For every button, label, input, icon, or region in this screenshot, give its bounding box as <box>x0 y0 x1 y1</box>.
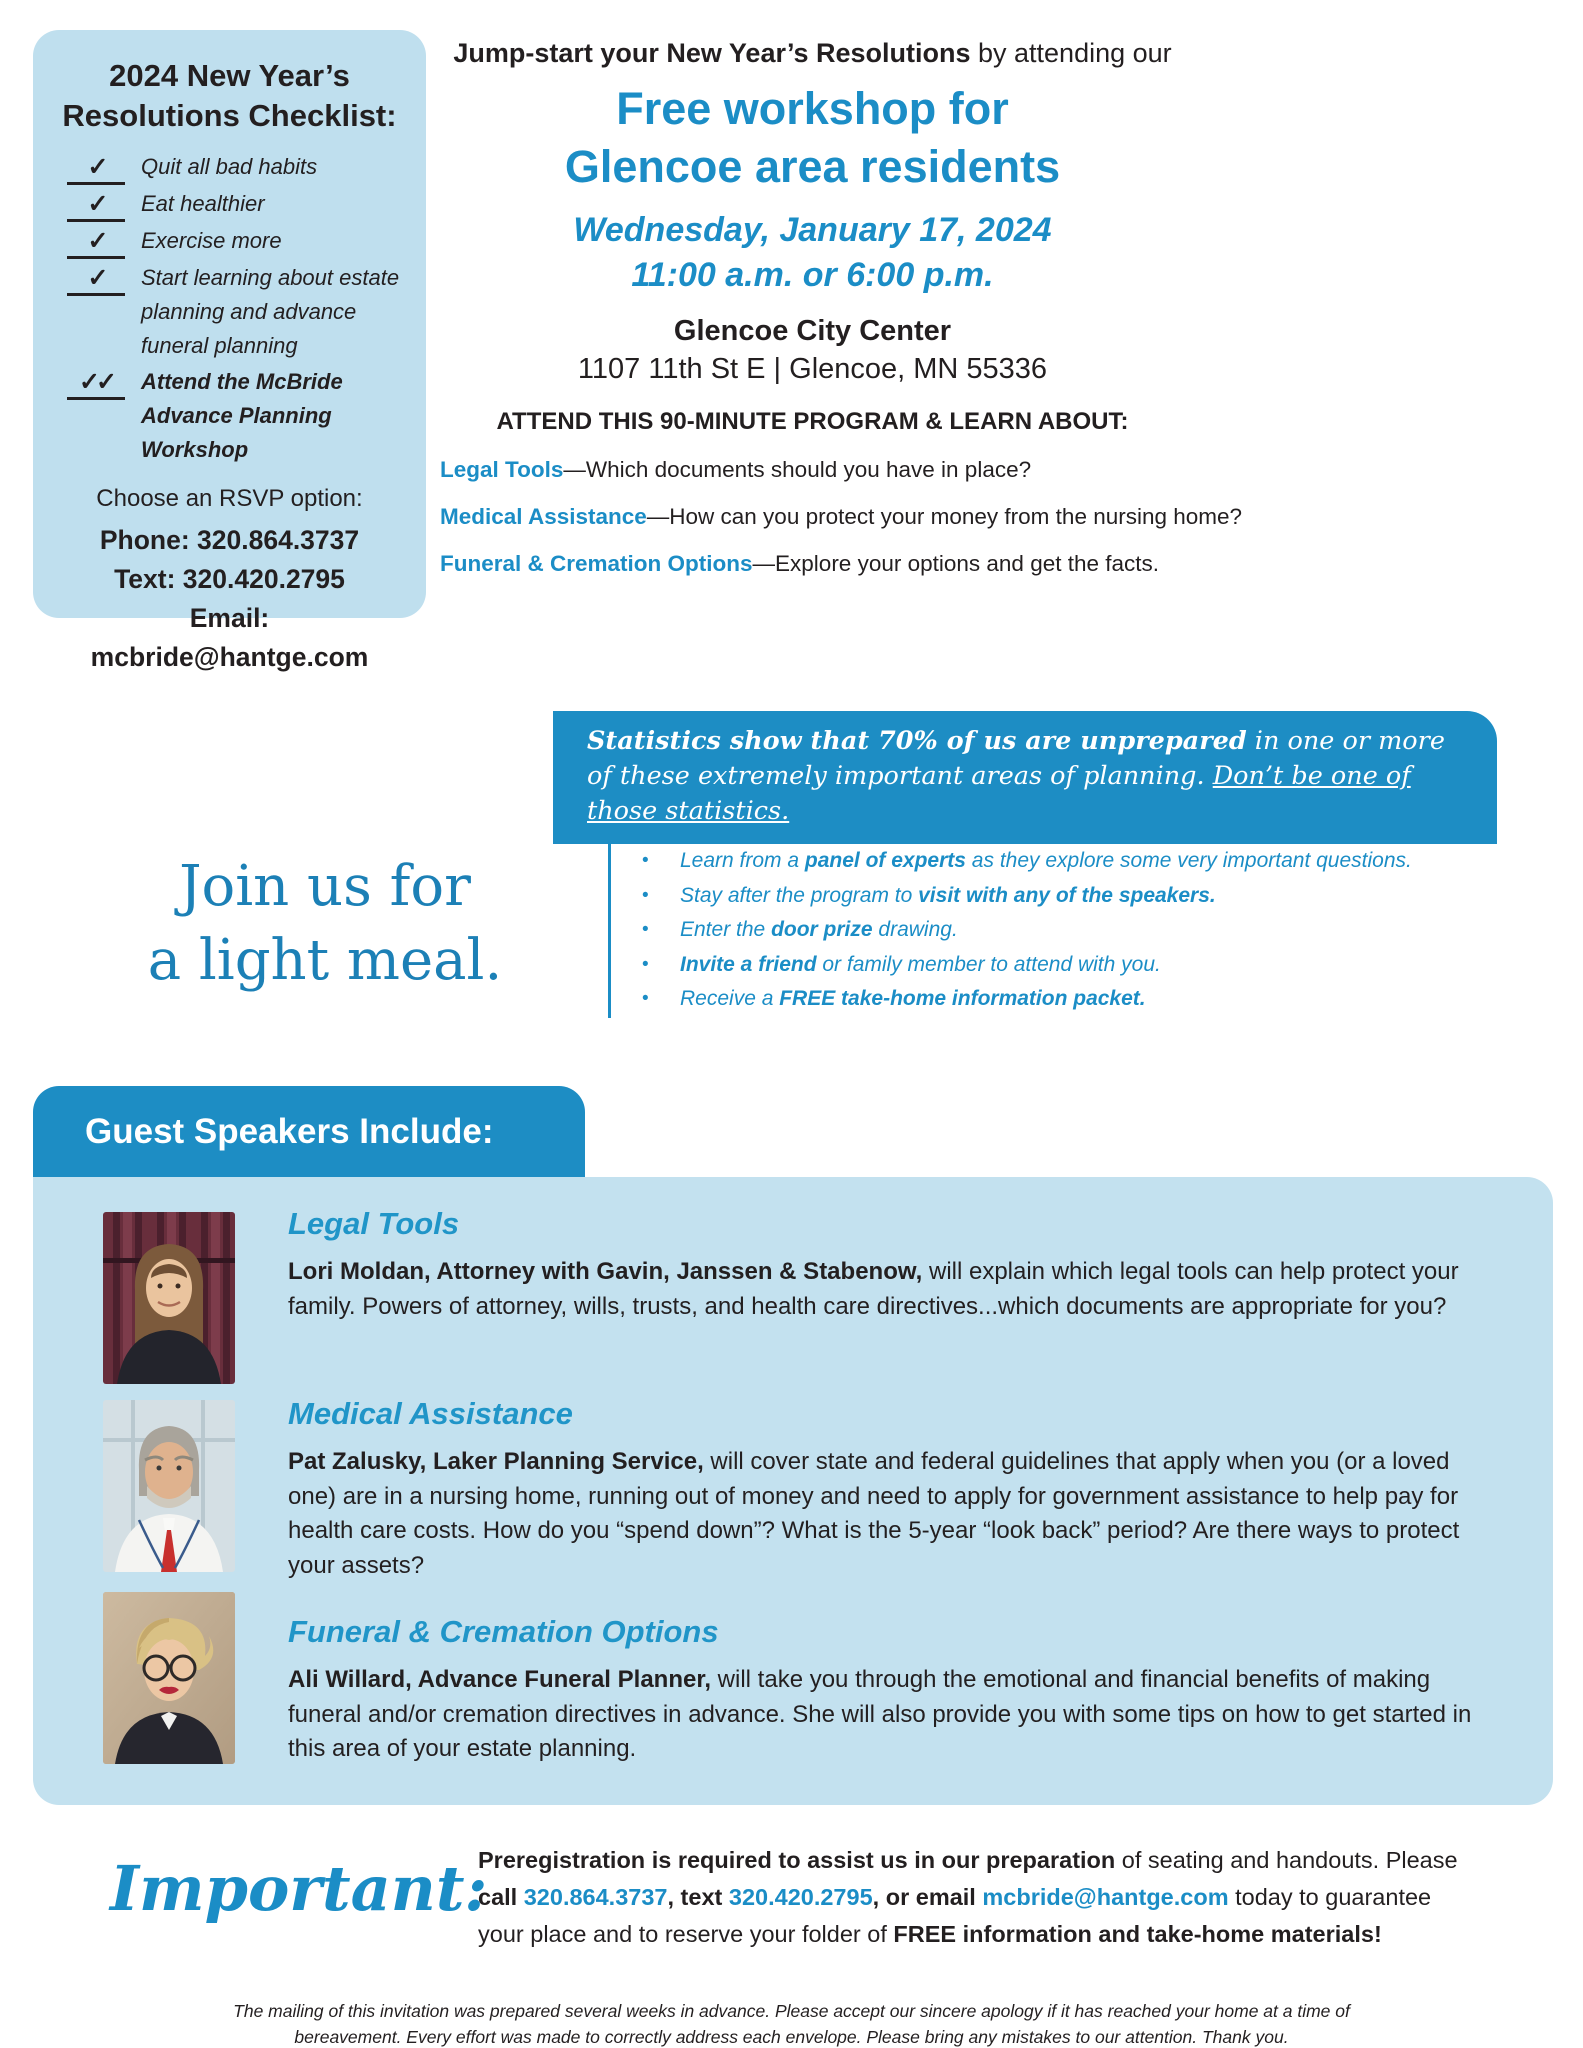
preregistration-note: Preregistration is required to assist us in our preparation of seating and handouts. Please call 320.864.3737, text 320.420.2795, or email mcbride@hantge.com today to guarantee your place and to reserve your folder of FREE information and take-home materials! <box>478 1847 1458 1947</box>
speaker-section-medical-assistance <box>288 1396 1503 1583</box>
workshop-title: Free workshop for Glencoe area residents <box>564 83 1061 192</box>
important-heading: Important: <box>110 1852 488 1925</box>
topic-list <box>440 446 1243 587</box>
guest-speakers-header: Guest Speakers Include: <box>33 1086 585 1177</box>
speaker-section-legal-tools <box>288 1206 1503 1324</box>
topic-item: Legal Tools—Which documents should you have in place? <box>440 457 1032 482</box>
program-heading: ATTEND THIS 90-MINUTE PROGRAM & LEARN ABOUT: <box>496 408 1129 435</box>
checkmark-icon: ✓ <box>67 189 125 222</box>
statistics-banner: Statistics show that 70% of us are unprepared in one or more of these extremely important areas of planning. Don’t be one of those statistics. <box>553 711 1497 844</box>
checklist-item: ✓ Exercise more <box>53 224 406 259</box>
lori-moldan-photo <box>103 1212 235 1384</box>
checklist <box>53 150 406 467</box>
portrait-woman-glasses <box>103 1592 235 1764</box>
speaker-bio: Pat Zalusky, Laker Planning Service, will cover state and federal guidelines that apply when you (or a loved one) are in a nursing home, running out of money and need to apply for government assistance to help pay for health care costs. How do you “spend down”? What is the 5-year “look back” period? Are there ways to protect your assets? <box>288 1448 1460 1579</box>
email-address: Email: mcbride@hantge.com <box>90 603 369 672</box>
vertical-divider <box>608 842 611 1018</box>
benefit-item: • Learn from a panel of experts as they explore some very important questions. <box>642 844 1502 879</box>
speaker-topic: Medical Assistance <box>288 1396 573 1431</box>
portrait-man-window <box>103 1400 235 1572</box>
checklist-title: 2024 New Year’s Resolutions Checklist: <box>62 58 397 133</box>
speaker-bio: Ali Willard, Advance Funeral Planner, will take you through the emotional and financial benefits of making funeral and/or cremation directives in advance. She will also provide you with some tips on how to get started in this area of your estate planning. <box>288 1666 1472 1762</box>
benefit-item: • Stay after the program to visit with any of the speakers. <box>642 879 1502 914</box>
pat-zalusky-photo <box>103 1400 235 1572</box>
topic-item: Medical Assistance—How can you protect your money from the nursing home? <box>440 504 1243 529</box>
checklist-item: ✓ Start learning about estate planning and advance funeral planning <box>53 261 406 363</box>
ali-willard-photo <box>103 1592 235 1764</box>
checkmark-icon: ✓ <box>67 226 125 259</box>
phone-number: Phone: 320.864.3737 <box>99 525 360 555</box>
speaker-section-funeral-cremation <box>288 1614 1503 1767</box>
bullet-icon: • <box>642 919 649 940</box>
benefit-item: • Receive a FREE take-home information packet. <box>642 982 1502 1017</box>
checkmark-icon: ✓ <box>67 263 125 296</box>
checklist-item: ✓ Quit all bad habits <box>53 150 406 185</box>
venue-name: Glencoe City Center <box>673 315 952 347</box>
date-time <box>440 208 1185 298</box>
topic-item: Funeral & Cremation Options—Explore your options and get the facts. <box>440 551 1160 576</box>
event-time: 11:00 a.m. or 6:00 p.m. <box>631 256 994 294</box>
benefit-item: • Invite a friend or family member to attend with you. <box>642 948 1502 983</box>
speaker-topic: Legal Tools <box>288 1206 460 1241</box>
benefit-item: • Enter the door prize drawing. <box>642 913 1502 948</box>
intro-line: Jump-start your New Year’s Resolutions by attending our <box>453 38 1172 68</box>
text-number: Text: 320.420.2795 <box>114 564 345 594</box>
checklist-item: ✓✓ Attend the McBride Advance Planning Workshop <box>53 365 406 467</box>
rsvp-label: Choose an RSVP option: <box>96 485 363 512</box>
checkmark-icon: ✓ <box>67 152 125 185</box>
mailing-disclaimer: The mailing of this invitation was prepared several weeks in advance. Please accept our sincere apology if it has reached your home at a time of bereavement. Every effort was made to correctly address each envelope. Please bring any mistakes to our attention. Thank you. <box>233 2001 1350 2047</box>
benefits-list <box>642 844 1502 1017</box>
bullet-icon: • <box>642 953 649 975</box>
contact-block <box>53 521 406 677</box>
speaker-bio: Lori Moldan, Attorney with Gavin, Janssen & Stabenow, will explain which legal tools can help protect your family. Powers of attorney, wills, trusts, and health care directives...which documents are appropriate for you? <box>288 1258 1459 1320</box>
bullet-icon: • <box>642 884 649 906</box>
resolutions-checklist-box <box>33 30 426 672</box>
venue-address: 1107 11th St E | Glencoe, MN 55336 <box>577 353 1048 385</box>
light-meal-text: Join us for a light meal. <box>147 854 503 993</box>
event-date: Wednesday, January 17, 2024 <box>573 211 1052 249</box>
bullet-icon: • <box>642 988 649 1009</box>
portrait-woman-books <box>103 1212 235 1384</box>
checklist-item: ✓ Eat healthier <box>53 187 406 222</box>
event-header <box>440 36 1243 587</box>
footer <box>0 1998 1583 2048</box>
double-checkmark-icon: ✓✓ <box>67 367 125 400</box>
bullet-icon: • <box>642 850 649 871</box>
speaker-topic: Funeral & Cremation Options <box>288 1614 719 1649</box>
